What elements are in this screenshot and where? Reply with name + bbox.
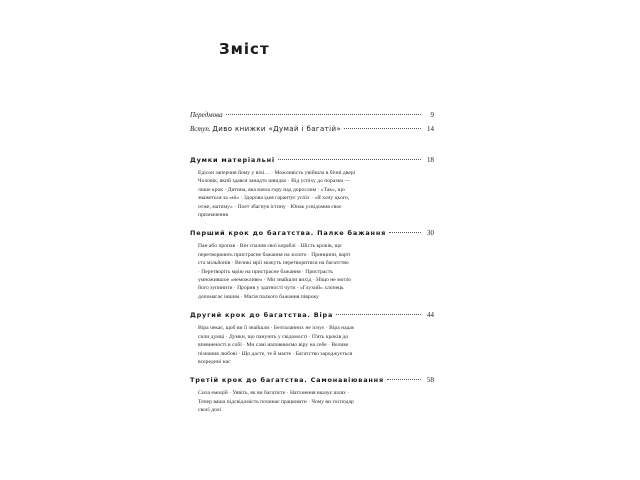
toc-chapter-heading[interactable] xyxy=(190,156,434,165)
subtopic-line: Пан або пропав · Він спалив свої кораблі · Шість кроків, що xyxy=(198,243,342,250)
dot-leader xyxy=(278,159,421,160)
dot-leader xyxy=(344,128,421,129)
dot-leader xyxy=(389,232,421,233)
toc-entry-subtitle: Диво книжки «Думай і багатій» xyxy=(212,125,342,133)
toc-entry-page: 14 xyxy=(427,125,434,133)
subtopic-line: ста мільйонів · Великі мрії можуть перетворитися на багатство xyxy=(198,260,349,267)
chapter-title: Думки матеріальні xyxy=(190,156,275,164)
subtopic-line: Віра чекає, щоб ви її знайшли · Безталанних не існує · Віра надає xyxy=(198,325,355,332)
toc-chapter-heading[interactable] xyxy=(190,229,434,238)
chapter-title: Другий крок до багатства. Віра xyxy=(190,311,334,320)
dot-leader xyxy=(336,314,421,315)
toc-chapter xyxy=(190,156,434,219)
subtopic-line: його зупинити · Прорив у здатності чути · «Глухий» хлопець xyxy=(198,285,344,292)
subtopic-line: Сила емоцій · Уявіть, як ви багатієте · Натхнення вказує шлях · xyxy=(198,390,350,397)
chapter-page: 58 xyxy=(427,376,434,385)
toc-entry-label: Передмова xyxy=(190,111,223,119)
subtopic-line: перетворюють пристрасне бажання на золото · Принципи, варті xyxy=(198,251,351,258)
toc-chapter xyxy=(190,376,434,414)
toc-chapter xyxy=(190,229,434,301)
subtopic-line: Тепер ваша підсвідомість починає працювати · Чому ви господар xyxy=(198,398,354,405)
subtopic-line: призначення xyxy=(198,212,229,219)
chapter-page: 44 xyxy=(427,311,434,320)
toc-entry-preface[interactable] xyxy=(190,111,434,120)
dot-leader xyxy=(387,379,421,380)
subtopic-line: лише крок · Дитина, яка взяла гору над дорослим · «Так», що xyxy=(198,186,345,193)
dot-leader xyxy=(226,114,421,115)
chapter-page: 30 xyxy=(427,229,434,238)
chapter-subtopics xyxy=(198,242,426,301)
toc-entry-page: 9 xyxy=(430,111,434,119)
subtopic-line: сили думці · Думки, що панують у свідомості · П'ять кроків до xyxy=(198,333,349,340)
subtopic-line: зважеться за «ні» · Здорова ідея гарантує успіх · «Я хочу цього, xyxy=(198,195,350,202)
toc-chapter-heading[interactable] xyxy=(190,311,434,320)
chapter-subtopics xyxy=(198,324,426,366)
toc-entry-prefix: Вступ. xyxy=(190,125,211,133)
subtopic-line: своєї долі xyxy=(198,407,222,414)
toc-chapter-heading[interactable] xyxy=(190,376,434,385)
chapter-page: 18 xyxy=(427,156,434,164)
subtopic-line: пізнання любові · Що дасте, те й маєте · Багатство зароджується xyxy=(198,350,353,357)
subtopic-line: · Перетворіть мрію на пристрасне бажання · Пристрасть xyxy=(198,268,333,275)
subtopic-line: допомагає іншим · Магія палкого бажання півроку xyxy=(198,293,319,300)
subtopic-line: умножившое «неможливе» · Ми знайшли вихід · Ніщо не могло xyxy=(198,277,352,284)
toc-chapter xyxy=(190,311,434,366)
subtopic-line: Едісон заперчив йому у вічі… · Можливість увійшла в бічні двері xyxy=(198,170,356,176)
subtopic-line: Чоловік, який здався занадто швидко · Від успіху до поразки — xyxy=(198,178,351,185)
toc-entry-introduction[interactable] xyxy=(190,125,434,134)
table-of-contents xyxy=(190,111,434,415)
chapter-title: Перший крок до багатства. Палке бажання xyxy=(190,229,387,238)
page-title: Зміст xyxy=(219,40,270,58)
chapter-subtopics xyxy=(198,389,426,414)
subtopic-line: впевненості в собі · Ми самі наповнюємо віру на себе · Велике xyxy=(198,342,349,349)
chapter-title: Третій крок до багатства. Самонавіювання xyxy=(190,376,384,385)
toc-entry-label xyxy=(190,125,341,134)
subtopic-line: отже, матиму» · Поет збагнув істину · Юнак усвідомив своє xyxy=(198,203,342,210)
chapter-subtopics xyxy=(198,169,426,219)
subtopic-line: всередині нас xyxy=(198,358,231,365)
